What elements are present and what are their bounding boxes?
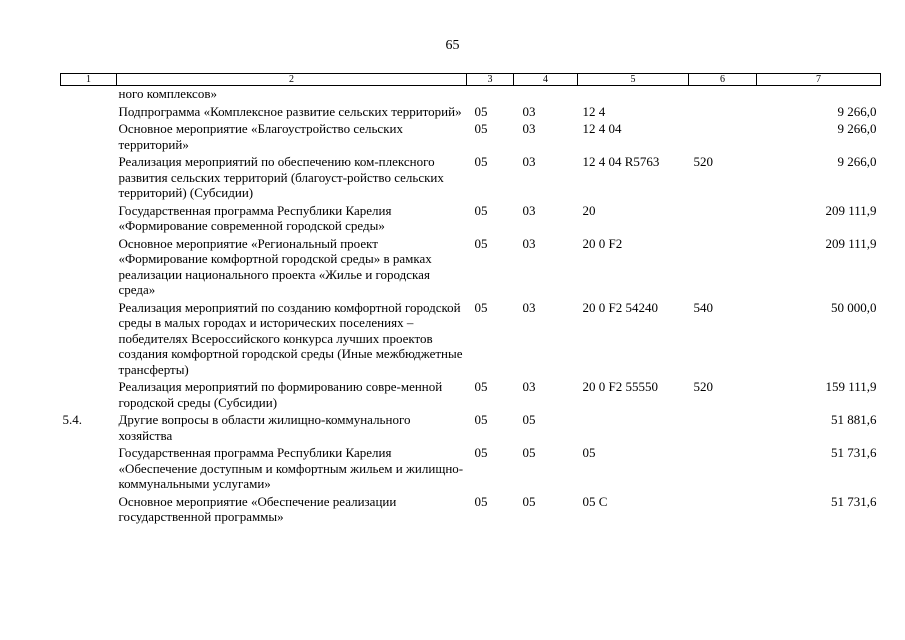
row-amount: 159 111,9	[825, 379, 877, 394]
row-subsection	[514, 86, 578, 102]
row-expense-type	[689, 86, 757, 102]
row-amount: 209 111,9	[825, 202, 877, 218]
header-col-6: 6	[689, 74, 757, 86]
table-row	[61, 377, 881, 410]
table-body	[61, 86, 881, 525]
row-subsection: 03	[522, 299, 536, 315]
row-subsection: 05	[522, 412, 536, 427]
header-col-5: 5	[578, 74, 689, 86]
row-target-article: 05	[582, 445, 596, 460]
row-amount: 9 266,0	[837, 154, 877, 169]
table-row	[61, 119, 881, 152]
table-row	[61, 102, 881, 120]
row-number	[61, 119, 117, 152]
row-expense-type	[689, 492, 757, 525]
row-subsection: 03	[522, 154, 536, 169]
row-target-article: 12 4 04 R5763	[582, 154, 660, 169]
row-name: Другие вопросы в области жилищно-коммунального хозяйства	[118, 412, 411, 443]
row-expense-type: 520	[693, 379, 713, 394]
row-section: 05	[474, 154, 488, 169]
row-name: Основное мероприятие «Региональный проект «Формирование комфортной городской среды» в рамках реализации национального проекта «Жилье и городская среда»	[118, 235, 432, 297]
budget-table	[60, 73, 881, 525]
row-subsection: 03	[522, 121, 536, 136]
row-expense-type	[689, 102, 757, 120]
header-col-7: 7	[757, 74, 881, 86]
row-amount: 209 111,9	[825, 235, 877, 251]
row-expense-type	[689, 234, 757, 298]
row-expense-type	[689, 443, 757, 492]
row-target-article	[578, 410, 689, 443]
table-row	[61, 410, 881, 443]
row-number: 5.4.	[62, 412, 82, 427]
row-number	[61, 102, 117, 120]
row-target-article	[578, 86, 689, 102]
table-row	[61, 443, 881, 492]
row-name: Реализация мероприятий по формированию совре-менной городской среды (Субсидии)	[118, 379, 443, 410]
table-row	[61, 234, 881, 298]
row-name: Основное мероприятие «Благоустройство сельских территорий»	[118, 121, 403, 152]
row-section: 05	[474, 412, 488, 427]
row-expense-type: 520	[693, 154, 713, 169]
row-number	[61, 298, 117, 378]
row-name: Государственная программа Республики Карелия «Формирование современной городской среды»	[118, 202, 392, 233]
row-target-article: 20 0 F2 54240	[582, 299, 658, 315]
row-name: Реализация мероприятий по обеспечению ком-плексного развития сельских территорий (благоуст-ройство сельских территорий) (Субсидии)	[118, 154, 444, 200]
row-expense-type	[689, 410, 757, 443]
page-number: 65	[445, 38, 460, 53]
header-col-4: 4	[514, 74, 578, 86]
row-target-article: 05 С	[582, 493, 608, 509]
row-number	[61, 152, 117, 201]
table-row	[61, 492, 881, 525]
table-row	[61, 152, 881, 201]
row-subsection: 03	[522, 379, 536, 394]
header-row	[61, 74, 881, 86]
row-subsection: 03	[522, 202, 536, 218]
row-name: ного комплексов»	[118, 86, 217, 101]
row-number	[61, 443, 117, 492]
row-name: Реализация мероприятий по созданию комфортной городской среды в малых городах и исторических поселениях – победителях Всероссийского конкурса лучших проектов создания комфортной городской среды (Иные межбюджетные трансферты)	[118, 299, 463, 377]
row-target-article: 12 4	[582, 103, 606, 119]
row-section: 05	[474, 299, 488, 315]
table-row	[61, 86, 881, 102]
table-row	[61, 201, 881, 234]
row-target-article: 20 0 F2 55550	[582, 379, 658, 394]
row-expense-type: 540	[693, 299, 713, 315]
row-section	[467, 86, 514, 102]
row-name: Основное мероприятие «Обеспечение реализации государственной программы»	[118, 493, 397, 524]
row-subsection: 03	[522, 235, 536, 251]
table-header	[61, 74, 881, 86]
header-col-3: 3	[467, 74, 514, 86]
row-expense-type	[689, 201, 757, 234]
row-target-article: 20	[582, 202, 596, 218]
row-subsection: 05	[522, 445, 536, 460]
row-section: 05	[474, 202, 488, 218]
row-section: 05	[474, 103, 488, 119]
row-section: 05	[474, 121, 488, 136]
row-amount: 9 266,0	[837, 121, 877, 136]
row-number	[61, 234, 117, 298]
row-amount: 51 731,6	[831, 445, 877, 460]
row-name: Государственная программа Республики Карелия «Обеспечение доступным и комфортным жильем и жилищно-коммунальными услугами»	[118, 445, 464, 491]
row-number	[61, 86, 117, 102]
row-amount: 51 731,6	[831, 493, 877, 509]
header-col-1: 1	[61, 74, 117, 86]
row-subsection: 05	[522, 493, 536, 509]
row-amount: 9 266,0	[837, 103, 877, 119]
row-target-article: 20 0 F2	[582, 235, 623, 251]
row-amount: 51 881,6	[831, 412, 877, 427]
row-amount	[757, 86, 881, 102]
row-number	[61, 492, 117, 525]
row-number	[61, 201, 117, 234]
row-number	[61, 377, 117, 410]
row-section: 05	[474, 493, 488, 509]
row-name: Подпрограмма «Комплексное развитие сельских территорий»	[118, 103, 462, 119]
row-target-article: 12 4 04	[582, 121, 622, 136]
row-section: 05	[474, 445, 488, 460]
row-section: 05	[474, 235, 488, 251]
header-col-2: 2	[117, 74, 467, 86]
row-section: 05	[474, 379, 488, 394]
table-row	[61, 298, 881, 378]
row-subsection: 03	[522, 103, 536, 119]
row-expense-type	[689, 119, 757, 152]
row-amount: 50 000,0	[831, 299, 877, 315]
